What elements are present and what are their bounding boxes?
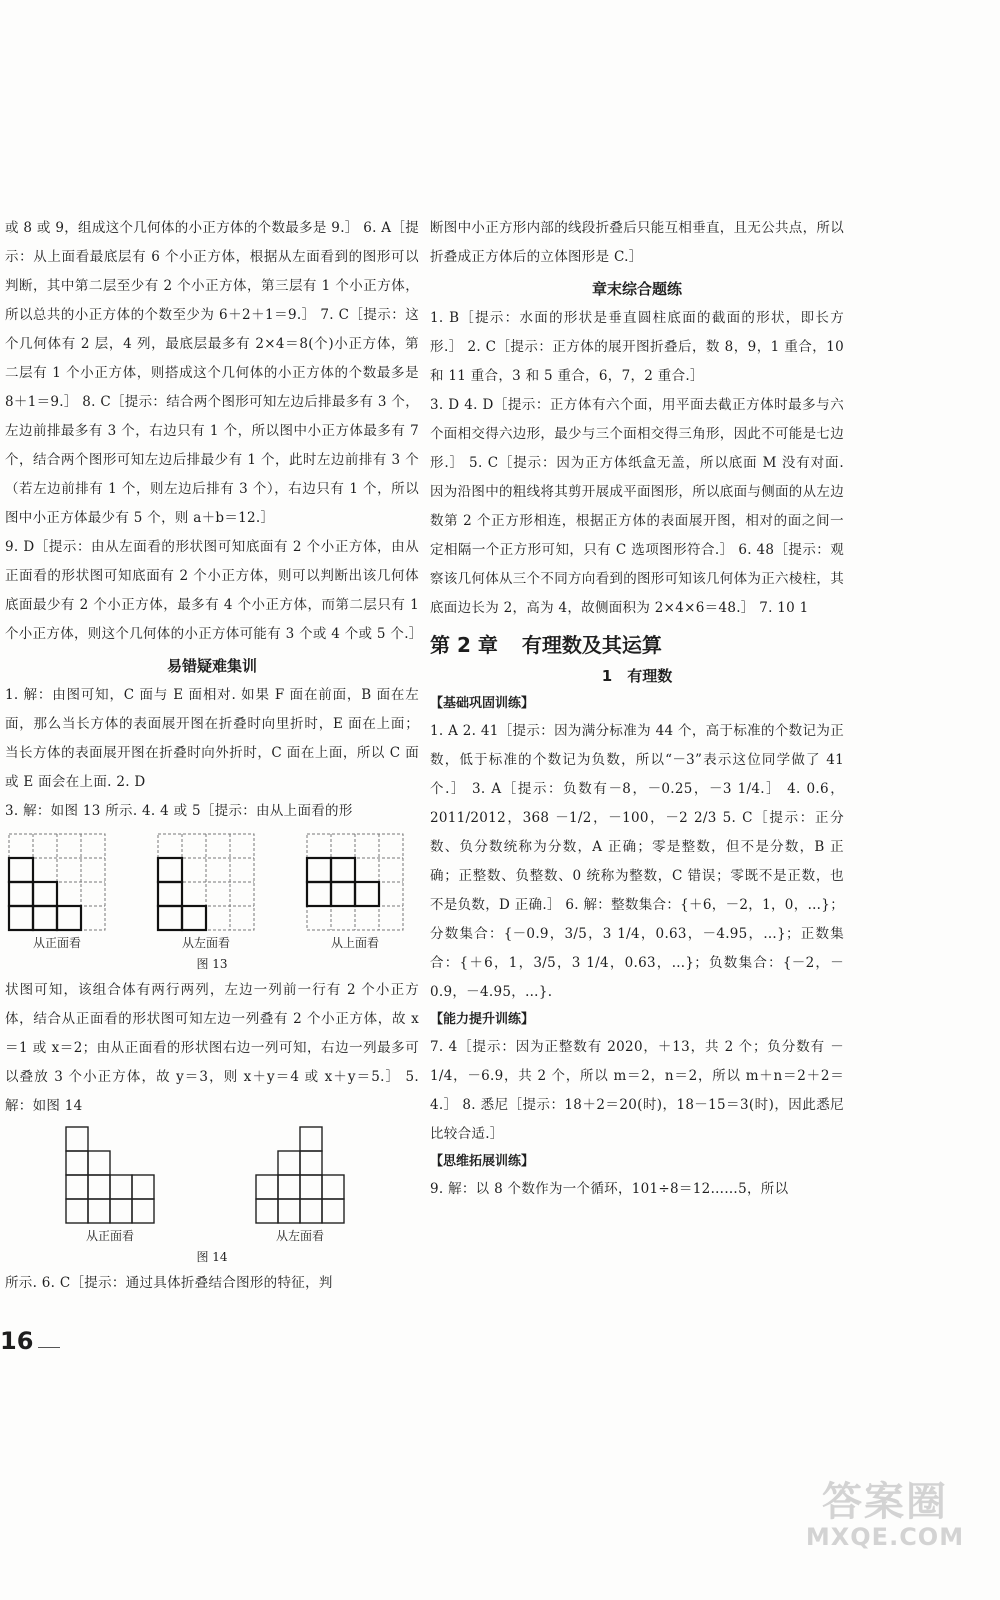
tag-thinking-training: 【思维拓展训练】 bbox=[430, 1154, 535, 1169]
left-para-4: 3. 解：如图 13 所示. 4. 4 或 5［提示：由从上面看的形 bbox=[5, 803, 353, 819]
watermark-text: 答案圈 bbox=[822, 1479, 948, 1525]
tag-ability-training: 【能力提升训练】 bbox=[430, 1012, 535, 1027]
right-para-3: 3. D 4. D［提示：正方体有六个面，用平面去截正方体时最多与六个面相交得六边形，最少与三个面相交得三角形，因此不可能是七边形.］ 5. C［提示：因为正方体纸盒无盖，所以底面 M 没有对面. 因为沿图中的粗线将其剪开展成平面图形，所以底面与侧面的从左边数第 2 个正方形相连，根据正方体的表面展开图，相对的面之间一定相隔一个正方形可知，只有 C 选项图形符合.］ 6. 48［提示：观察该几何体从三个不同方向看到的图形可知该几何体为正六棱柱，其底面边长为 2，高为 4，故侧面积为 2×4×6＝48.］ 7. 10 1 bbox=[430, 397, 844, 616]
fig14-caption-front: 从正面看 bbox=[85, 1229, 134, 1243]
left-column bbox=[5, 214, 423, 1298]
right-para-4: 1. A 2. 41［提示：因为满分标准为 44 个，高于标准的个数记为正数，低于标准的个数记为负数，所以“－3”表示这位同学做了 41 个.］ 3. A［提示：负数有－8，－0.25，－3 1/4.］ 4. 0.6，2011/2012，368 －1/2，－100，－2 2/3 5. C［提示：正分数、负分数统称为分数，A 正确；零是整数，但不是分数，B 正确；正整数、负整数、0 统称为整数，C 错误；零既不是正数，也不是负数，D 正确.］ 6. 解：整数集合：{＋6，－2，1，0，…}；分数集合：{－0.9，3/5，3 1/4，0.63，－4.95，…}；正数集合：{＋6，1，3/5，3 1/4，0.63，…}；负数集合：{－2，－0.9，－4.95，…}. bbox=[430, 723, 844, 1000]
tag-basic-training: 【基础巩固训练】 bbox=[430, 696, 535, 711]
fig13-top-view bbox=[305, 832, 405, 952]
figure-14 bbox=[15, 1125, 395, 1245]
subsection-title: 1 有理数 bbox=[601, 667, 673, 685]
fig14-title: 图 14 bbox=[196, 1250, 228, 1264]
watermark-url: MXQE.COM bbox=[805, 1523, 965, 1551]
fig13-caption-left: 从左面看 bbox=[181, 936, 230, 950]
fig13-top-grid bbox=[305, 832, 405, 932]
fig13-left-grid bbox=[156, 832, 256, 932]
fig14-caption-left: 从左面看 bbox=[275, 1229, 324, 1243]
right-para-2: 1. B［提示：水面的形状是垂直圆柱底面的截面的形状，即长方形.］ 2. C［提示：正方体的展开图折叠后，数 8，9，1 重合，10 和 11 重合，3 和 5 重合，6，7，2 重合.］ bbox=[430, 310, 844, 384]
watermark bbox=[790, 1480, 980, 1550]
right-para-1: 断图中小正方形内部的线段折叠后只能互相垂直，且无公共点，所以折叠成正方体后的立体图形是 C.］ bbox=[430, 220, 844, 265]
fig14-left-grid bbox=[254, 1125, 346, 1225]
chapter-number: 第 2 章 bbox=[430, 633, 498, 657]
fig13-left-view bbox=[156, 832, 256, 952]
fig14-front-grid bbox=[64, 1125, 156, 1225]
fig14-front-view bbox=[64, 1125, 156, 1245]
section-title-chapter-review: 章末综合题练 bbox=[591, 280, 682, 298]
right-column bbox=[430, 214, 844, 1204]
chapter-title: 有理数及其运算 bbox=[521, 633, 662, 657]
page-number-rule bbox=[38, 1347, 60, 1348]
right-para-5: 7. 4［提示：因为正整数有 2020，＋13，共 2 个；负分数有 －1/4，－6.9，共 2 个，所以 m＝2，n＝2，所以 m＋n＝2＋2＝4.］ 8. 悉尼［提示：18＋2＝20(时)，18－15＝3(时)，因此悉尼比较合适.］ bbox=[430, 1039, 844, 1142]
right-para-6: 9. 解：以 8 个数作为一个循环，101÷8＝12……5，所以 bbox=[430, 1181, 789, 1197]
fig13-front-grid bbox=[7, 832, 107, 932]
figure-13 bbox=[7, 832, 405, 952]
section-title-errors: 易错疑难集训 bbox=[166, 657, 257, 675]
fig13-caption-front: 从正面看 bbox=[32, 936, 81, 950]
left-para-1: 或 8 或 9，组成这个几何体的小正方体的个数最多是 9.］ 6. A［提示：从上面看最底层有 6 个小正方体，根据从左面看到的图形可以判断，其中第二层至少有 2 个小正方体，第三层有 1 个小正方体，所以总共的小正方体的个数至少为 6＋2＋1＝9.］ 7. C［提示：这个几何体有 2 层，4 列，最底层最多有 2×4＝8(个)小正方体，第二层有 1 个小正方体，则搭成这个几何体的小正方体的个数最多是 8＋1＝9.］ 8. C［提示：结合两个图形可知左边后排最多有 3 个，左边前排最多有 3 个，右边只有 1 个，所以图中小正方体最多有 7 个，结合两个图形可知左边后排最少有 1 个，此时左边前排有 3 个（若左边前排有 1 个，则左边后排有 3 个），右边只有 1 个，所以图中小正方体最少有 5 个，则 a＋b＝12.］ bbox=[5, 220, 419, 526]
left-para-3: 1. 解：由图可知，C 面与 E 面相对. 如果 F 面在前面，B 面在左面，那么当长方体的表面展开图在折叠时向里折时，E 面在上面；当长方体的表面展开图在折叠时向外折时，C 面在上面，所以 C 面或 E 面会在上面. 2. D bbox=[5, 687, 419, 790]
page-number: 16 bbox=[0, 1327, 34, 1355]
fig13-title: 图 13 bbox=[196, 957, 228, 971]
left-para-6: 所示. 6. C［提示：通过具体折叠结合图形的特征，判 bbox=[5, 1275, 333, 1291]
left-para-5: 状图可知，该组合体有两行两列，左边一列前一行有 2 个小正方体，结合从正面看的形状图可知左边一列叠有 2 个小正方体，故 x＝1 或 x＝2；由从正面看的形状图右边一列可知，右边一列最多可以叠放 3 个小正方体，故 y＝3，则 x＋y＝4 或 x＋y＝5.］ 5. 解：如图 14 bbox=[5, 982, 419, 1114]
chapter-heading bbox=[430, 629, 844, 661]
fig13-caption-top: 从上面看 bbox=[330, 936, 379, 950]
left-para-2: 9. D［提示：由从左面看的形状图可知底面有 2 个小正方体，由从正面看的形状图可知底面有 2 个小正方体，则可以判断出该几何体底面最少有 2 个小正方体，最多有 4 个小正方体，而第二层只有 1 个小正方体，则这个几何体的小正方体可能有 3 个或 4 个或 5 个.］ bbox=[5, 539, 423, 642]
fig13-front-view bbox=[7, 832, 107, 952]
fig14-left-view bbox=[254, 1125, 346, 1245]
